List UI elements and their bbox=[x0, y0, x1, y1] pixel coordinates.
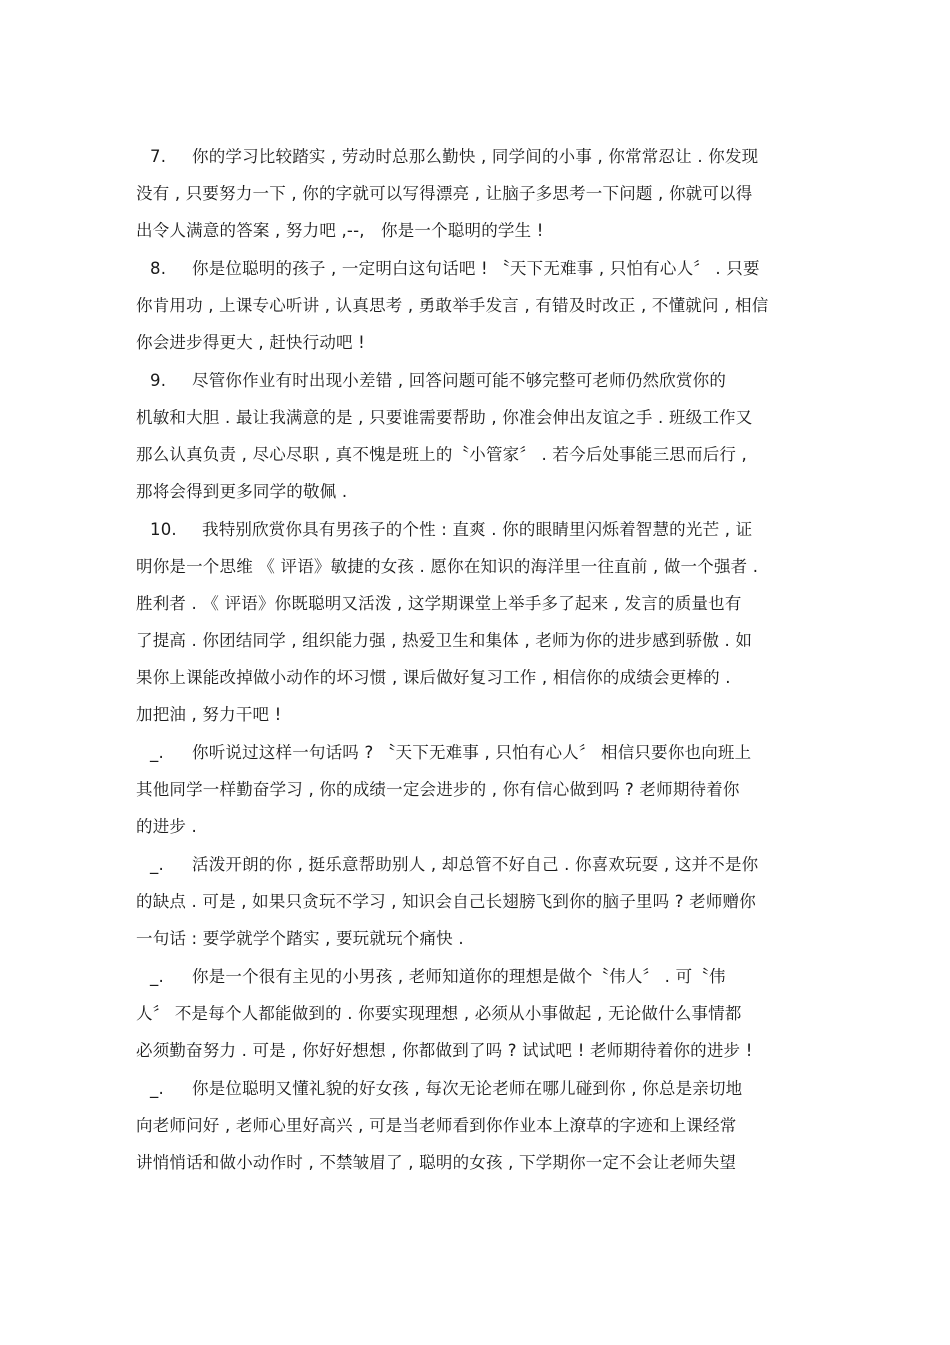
paragraph-7-line-2: 没有 , 只要努力一下 , 你的字就可以写得漂亮 , 让脑子多思考一下问题 , 你就可以得 bbox=[136, 184, 753, 203]
paragraph-number: 9. bbox=[150, 371, 167, 390]
paragraph-number: _. bbox=[150, 1079, 164, 1098]
paragraph-text: 你听说过这样一句话吗 ? 〝天下无难事 , 只怕有心人〞 相信只要你也向班上 bbox=[192, 743, 752, 762]
paragraph-9-line-2: 机敏和大胆 . 最让我满意的是 , 只要谁需要帮助 , 你准会伸出友谊之手 . 班级工作又 bbox=[136, 408, 753, 427]
paragraph-text: 你是位聪明的孩子 , 一定明白这句话吧 ! 〝天下无难事 , 只怕有心人〞 . 只要 bbox=[192, 259, 760, 278]
paragraph-11-line-1 bbox=[150, 742, 751, 764]
paragraph-text: 尽管你作业有时出现小差错 , 回答问题可能不够完整可老师仍然欣赏你的 bbox=[192, 371, 727, 390]
paragraph-number: _. bbox=[150, 743, 164, 762]
paragraph-10-line-5: 果你上课能改掉做小动作的坏习惯 , 课后做好复习工作 , 相信你的成绩会更棒的 . bbox=[136, 668, 731, 687]
paragraph-13-line-1 bbox=[150, 966, 726, 988]
paragraph-7-line-3: 出令人满意的答案 , 努力吧 ,--, 你是一个聪明的学生 ! bbox=[136, 221, 544, 240]
paragraph-10-line-2: 明你是一个思维 《 评语》敏捷的女孩 . 愿你在知识的海洋里一往直前 , 做一个强者 . bbox=[136, 557, 759, 576]
paragraph-12-line-3: 一句话 : 要学就学个踏实 , 要玩就玩个痛快 . bbox=[136, 929, 464, 948]
paragraph-14-line-1 bbox=[150, 1078, 742, 1100]
paragraph-10-line-4: 了提高 . 你团结同学 , 组织能力强 , 热爱卫生和集体 , 老师为你的进步感到骄傲 . 如 bbox=[136, 631, 753, 650]
paragraph-10-line-3: 胜利者 . 《 评语》你既聪明又活泼 , 这学期课堂上举手多了起来 , 发言的质量也有 bbox=[136, 594, 742, 613]
paragraph-12-line-2: 的缺点 . 可是 , 如果只贪玩不学习 , 知识会自己长翅膀飞到你的脑子里吗 ? 老师赠你 bbox=[136, 892, 756, 911]
paragraph-11-line-3: 的进步 . bbox=[136, 817, 197, 836]
paragraph-number: _. bbox=[150, 967, 164, 986]
paragraph-8-line-3: 你会进步得更大 , 赶快行动吧 ! bbox=[136, 333, 365, 352]
paragraph-number: 10. bbox=[150, 520, 177, 539]
paragraph-8-line-1 bbox=[150, 258, 760, 280]
paragraph-13-line-3: 必须勤奋努力 . 可是 , 你好好想想 , 你都做到了吗 ? 试试吧 ! 老师期待着你的进步 ! bbox=[136, 1041, 753, 1060]
paragraph-text: 你是位聪明又懂礼貌的好女孩 , 每次无论老师在哪儿碰到你 , 你总是亲切地 bbox=[192, 1079, 743, 1098]
paragraph-8-line-2: 你肯用功 , 上课专心听讲 , 认真思考 , 勇敢举手发言 , 有错及时改正 , 不懂就问 , 相信 bbox=[136, 296, 769, 315]
paragraph-number: 8. bbox=[150, 259, 167, 278]
paragraph-10-line-6: 加把油 , 努力干吧 ! bbox=[136, 705, 282, 724]
paragraph-14-line-3: 讲悄悄话和做小动作时 , 不禁皱眉了 , 聪明的女孩 , 下学期你一定不会让老师失望 bbox=[136, 1153, 737, 1172]
paragraph-text: 活泼开朗的你 , 挺乐意帮助别人 , 却总管不好自己 . 你喜欢玩耍 , 这并不是你 bbox=[192, 855, 759, 874]
paragraph-7-line-1 bbox=[150, 146, 758, 168]
paragraph-text: 你是一个很有主见的小男孩 , 老师知道你的理想是做个〝伟人〞 . 可〝伟 bbox=[192, 967, 726, 986]
paragraph-11-line-2: 其他同学一样勤奋学习 , 你的成绩一定会进步的 , 你有信心做到吗 ? 老师期待着你 bbox=[136, 780, 740, 799]
paragraph-9-line-1 bbox=[150, 370, 726, 392]
paragraph-10-line-1 bbox=[150, 519, 752, 541]
paragraph-9-line-4: 那将会得到更多同学的敬佩 . bbox=[136, 482, 348, 501]
paragraph-number: _. bbox=[150, 855, 164, 874]
paragraph-12-line-1 bbox=[150, 854, 758, 876]
paragraph-text: 我特别欣赏你具有男孩子的个性 : 直爽 . 你的眼睛里闪烁着智慧的光芒 , 证 bbox=[202, 520, 753, 539]
paragraph-13-line-2: 人〞 不是每个人都能做到的 . 你要实现理想 , 必须从小事做起 , 无论做什么事情都 bbox=[136, 1004, 742, 1023]
paragraph-text: 你的学习比较踏实 , 劳动时总那么勤快 , 同学间的小事 , 你常常忍让 . 你发现 bbox=[192, 147, 759, 166]
paragraph-number: 7. bbox=[150, 147, 167, 166]
paragraph-9-line-3: 那么认真负责 , 尽心尽职 , 真不愧是班上的〝小管家〞 . 若今后处事能三思而后行 , bbox=[136, 445, 747, 464]
paragraph-14-line-2: 向老师问好 , 老师心里好高兴 , 可是当老师看到你作业本上潦草的字迹和上课经常 bbox=[136, 1116, 737, 1135]
